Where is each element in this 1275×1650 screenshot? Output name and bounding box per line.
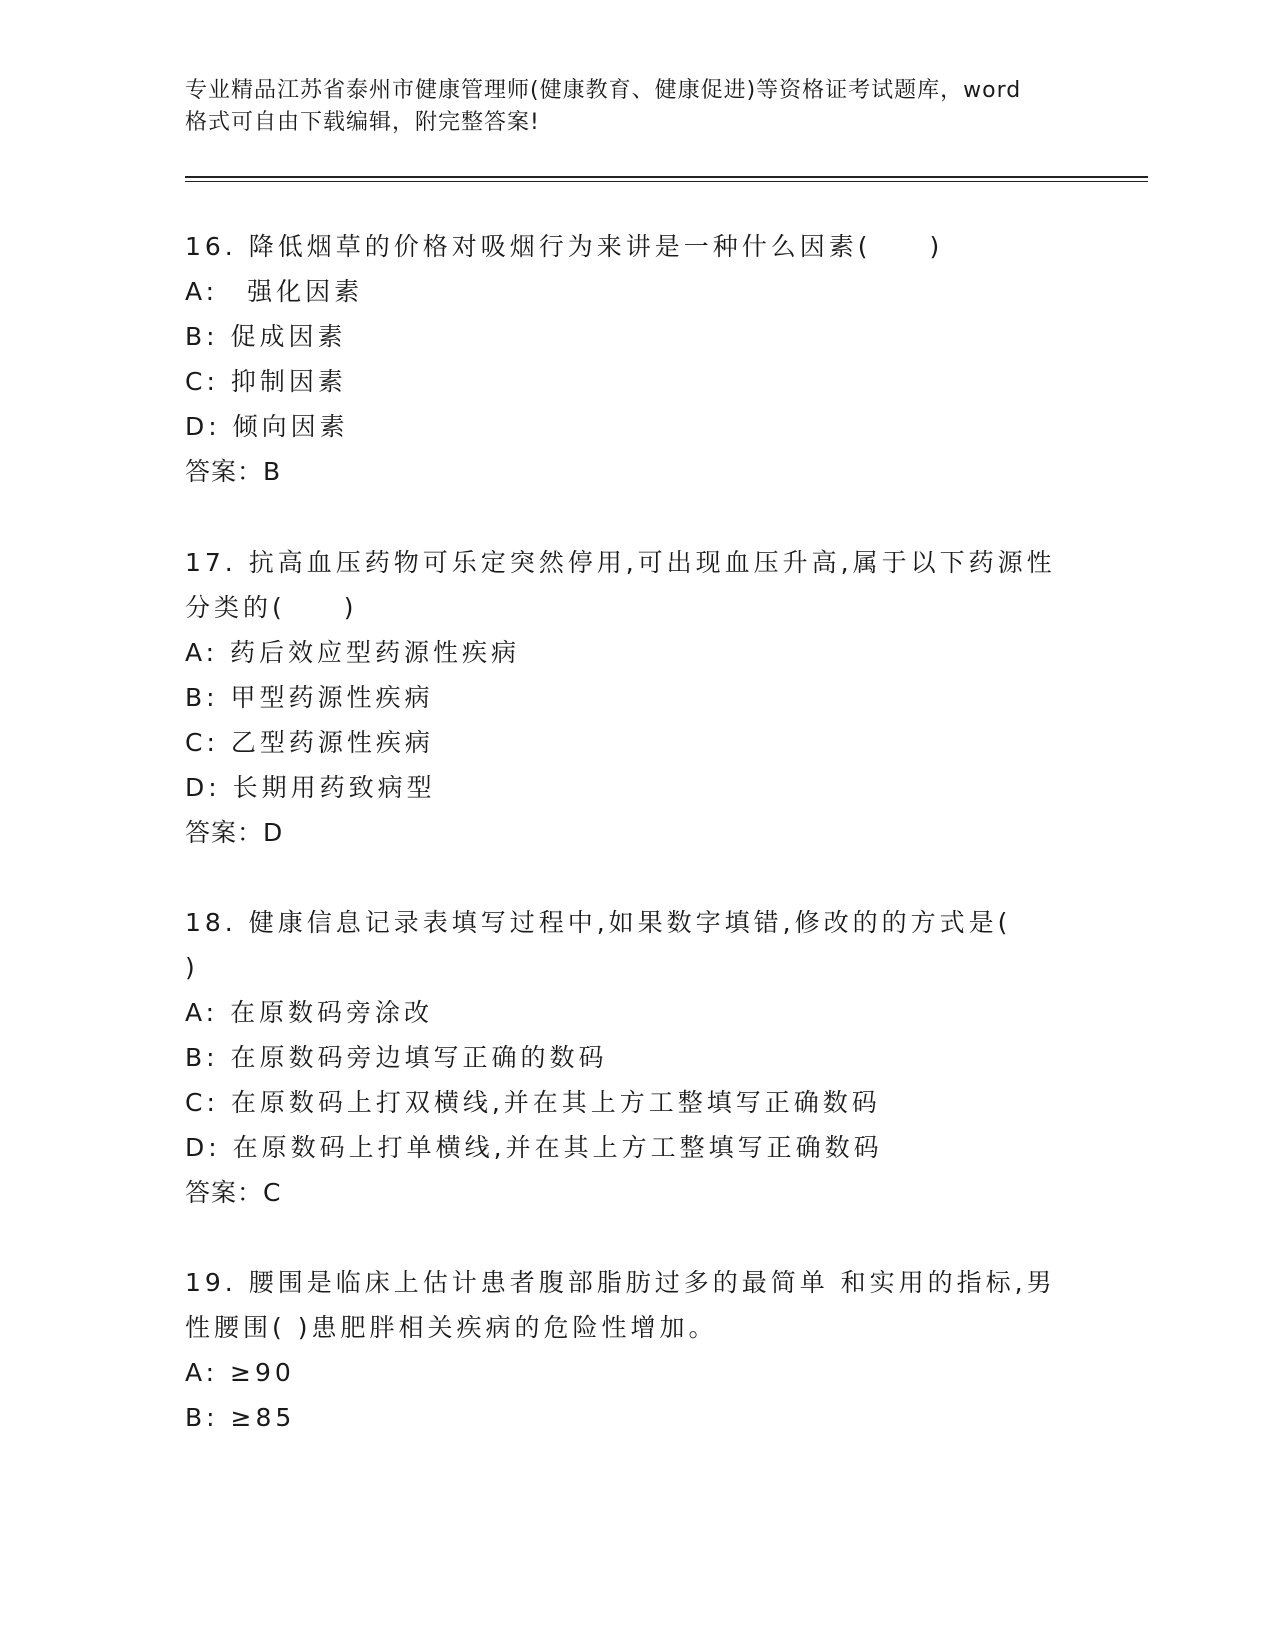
header-line-2: 格式可自由下载编辑，附完整答案!	[185, 110, 540, 135]
document-header	[185, 75, 1085, 139]
header-line-1: 专业精品江苏省泰州市健康管理师(健康教育、健康促进)等资格证考试题库，word	[185, 78, 1022, 103]
option-b: B: 甲型药源性疾病	[185, 683, 434, 712]
question-16	[185, 224, 1085, 494]
option-a: A: 在原数码旁涂改	[185, 998, 434, 1027]
option-b: B: ≥85	[185, 1403, 296, 1432]
option-a: A: ≥90	[185, 1358, 295, 1387]
option-d: D: 在原数码上打单横线,并在其上方工整填写正确数码	[185, 1133, 883, 1162]
question-stem-continued: )	[185, 953, 199, 982]
question-18	[185, 900, 1085, 1215]
question-stem-continued: 分类的( )	[185, 593, 358, 622]
question-19	[185, 1260, 1085, 1440]
question-stem: 17. 抗高血压药物可乐定突然停用,可出现血压升高,属于以下药源性	[185, 548, 1056, 577]
option-c: C: 乙型药源性疾病	[185, 728, 434, 757]
question-stem-continued: 性腰围( )患肥胖相关疾病的危险性增加。	[185, 1313, 718, 1342]
option-c: C: 在原数码上打双横线,并在其上方工整填写正确数码	[185, 1088, 881, 1117]
option-a: A: 药后效应型药源性疾病	[185, 638, 521, 667]
answer: 答案：D	[185, 818, 284, 847]
question-stem: 16. 降低烟草的价格对吸烟行为来讲是一种什么因素( )	[185, 232, 944, 261]
question-17	[185, 540, 1085, 855]
option-d: D: 长期用药致病型	[185, 773, 436, 802]
answer: 答案：B	[185, 457, 282, 486]
question-stem: 19. 腰围是临床上估计患者腹部脂肪过多的最简单 和实用的指标,男	[185, 1268, 1056, 1297]
option-a: A: 强化因素	[185, 277, 364, 306]
option-b: B: 在原数码旁边填写正确的数码	[185, 1043, 608, 1072]
option-c: C: 抑制因素	[185, 367, 347, 396]
header-divider-thick	[185, 176, 1148, 178]
question-stem: 18. 健康信息记录表填写过程中,如果数字填错,修改的的方式是(	[185, 908, 1012, 937]
answer: 答案：C	[185, 1178, 282, 1207]
header-divider-thin	[185, 181, 1148, 182]
option-b: B: 促成因素	[185, 322, 347, 351]
option-d: D: 倾向因素	[185, 412, 349, 441]
